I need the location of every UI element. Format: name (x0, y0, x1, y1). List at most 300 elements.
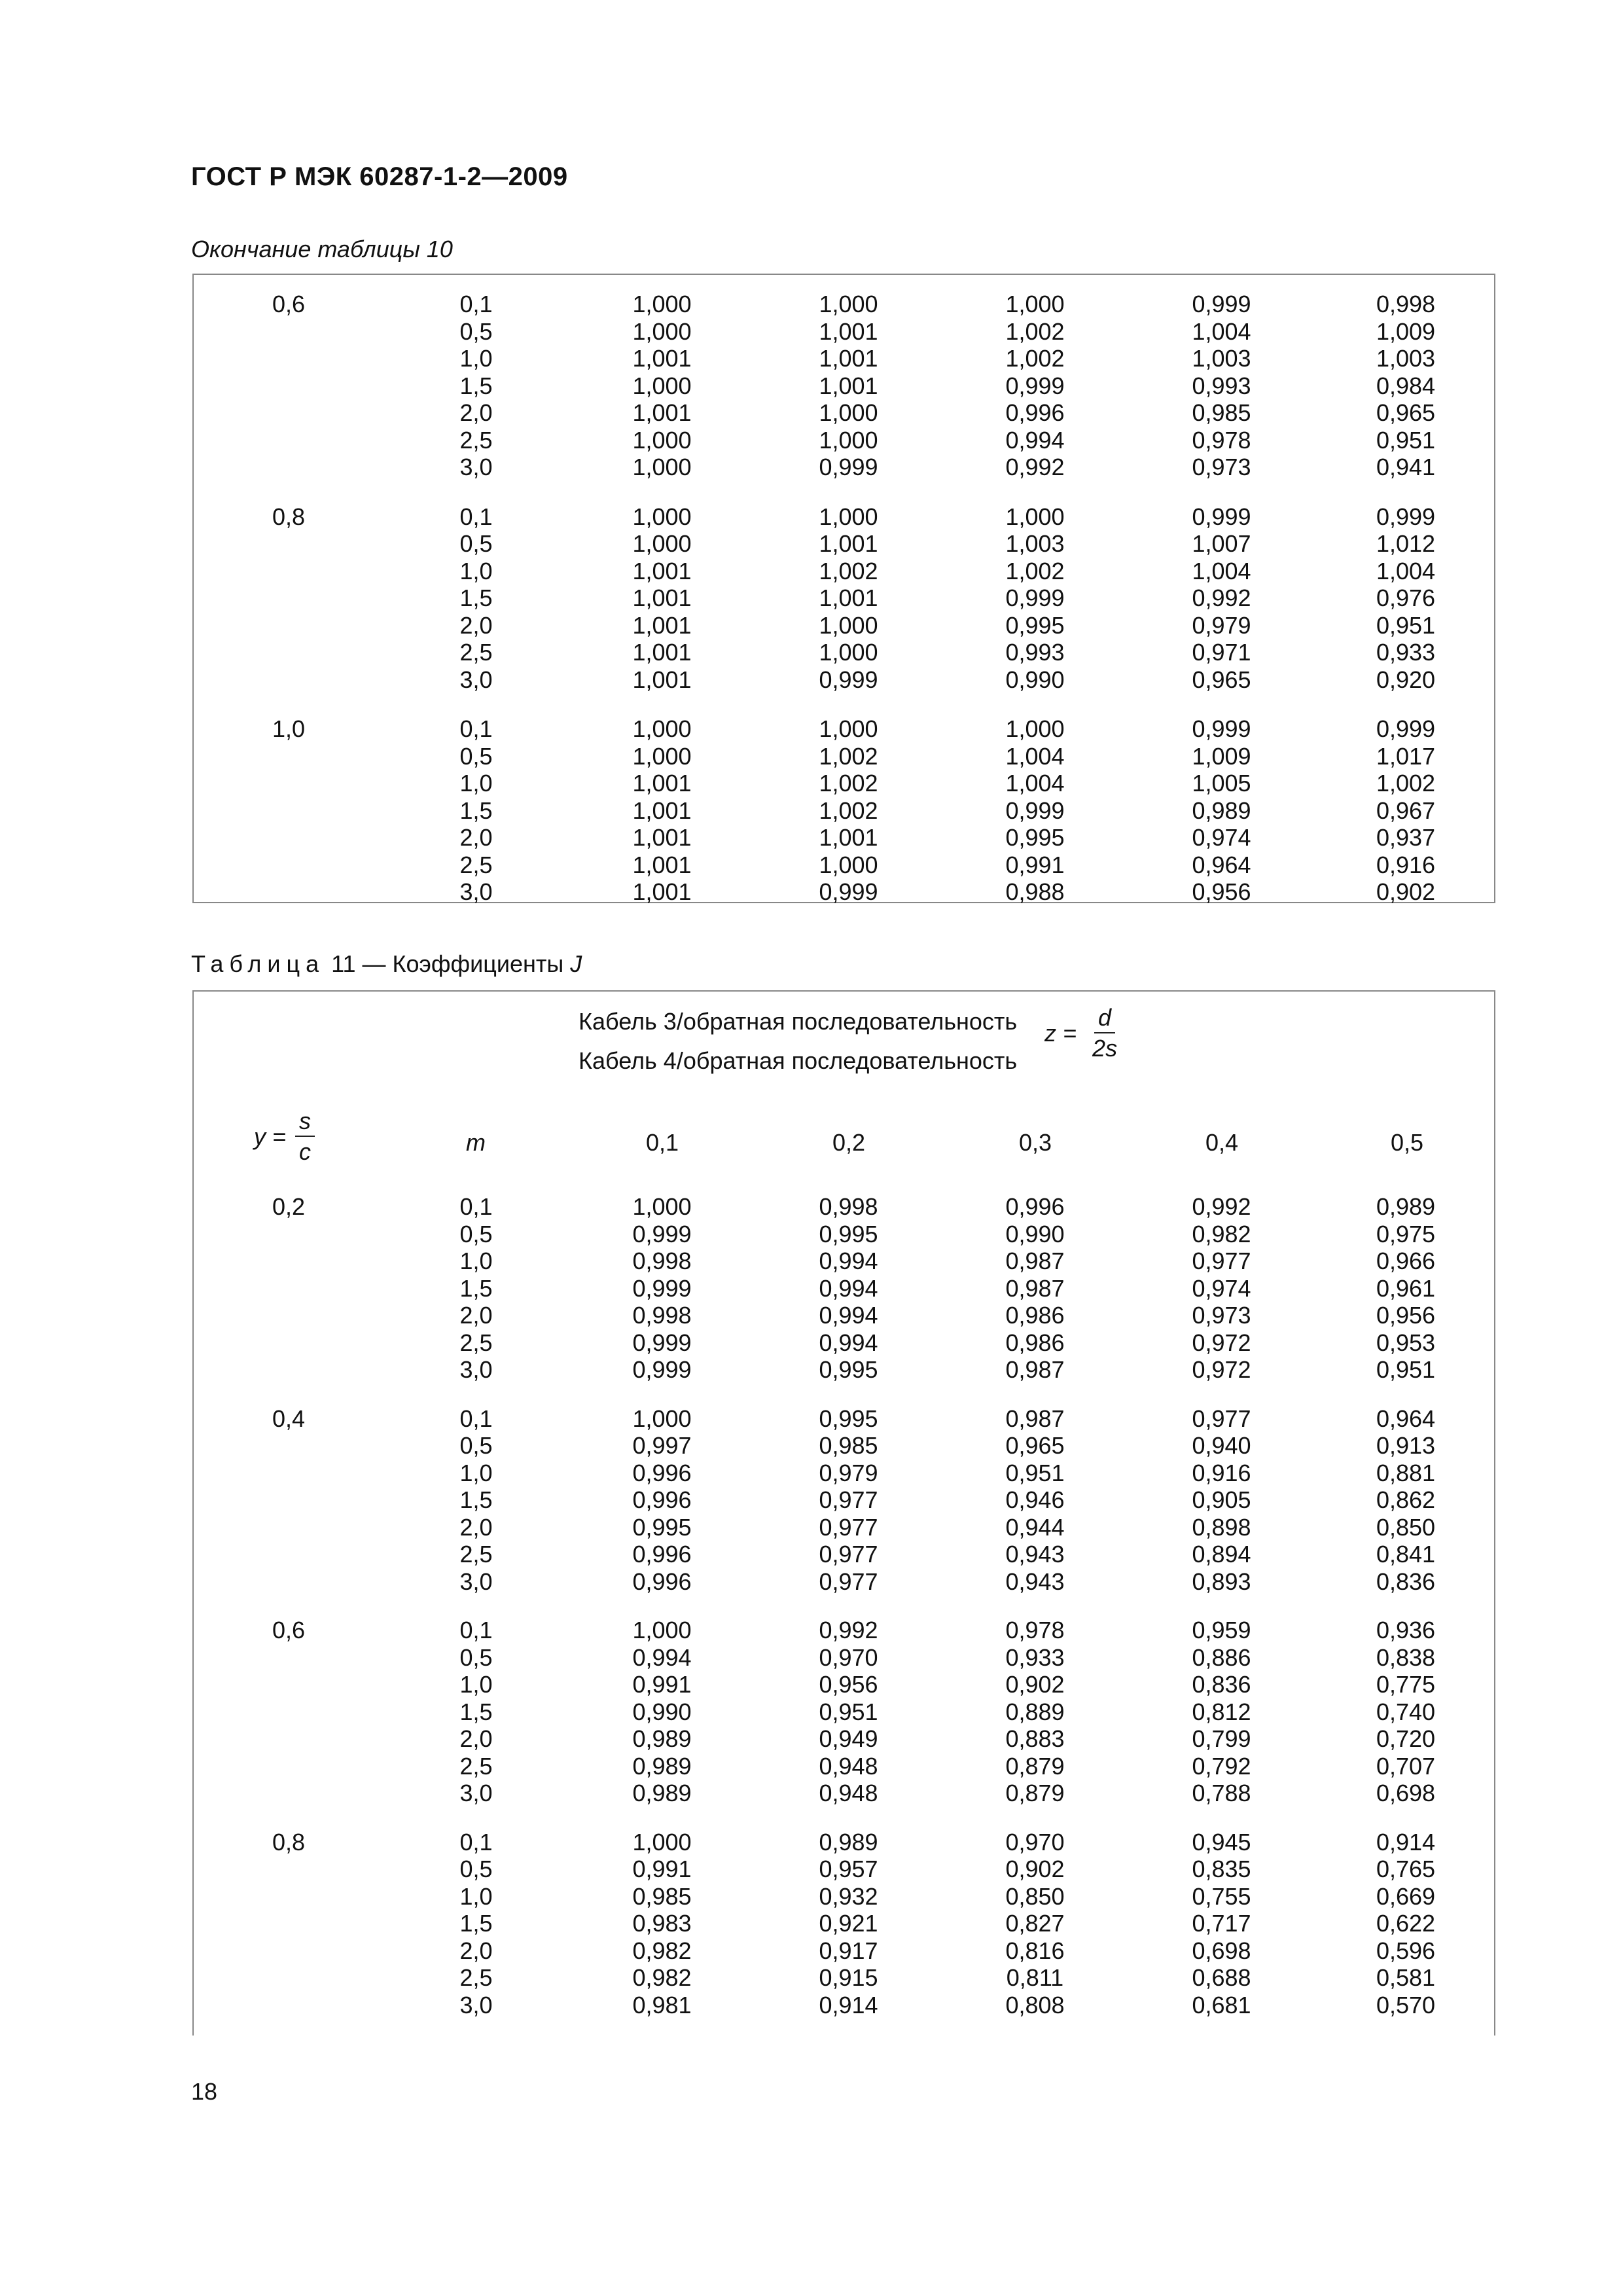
coefficient-value: 1,000 (819, 611, 878, 639)
coefficient-column-cell (1315, 1617, 1497, 1829)
coefficient-column-cell (755, 1405, 942, 1617)
m-header: m (466, 1129, 486, 1156)
coefficient-value: 0,956 (1376, 1302, 1436, 1329)
coefficient-value: 0,995 (819, 1405, 878, 1432)
coefficient-value: 1,004 (1192, 557, 1251, 584)
coefficient-value: 1,004 (1005, 742, 1065, 770)
coefficient-value: 0,841 (1376, 1541, 1436, 1568)
coefficient-column-cell (942, 1405, 1128, 1617)
coefficient-value: 0,788 (1192, 1780, 1251, 1806)
m-value: 1,5 (459, 372, 493, 399)
coefficient-value: 0,765 (1376, 1856, 1436, 1882)
m-value: 0,5 (459, 530, 493, 557)
table11-caption (191, 950, 582, 978)
coefficient-value: 1,001 (632, 770, 692, 797)
coefficient-value: 0,999 (632, 1220, 692, 1247)
coefficient-value: 0,970 (1005, 1828, 1065, 1856)
coefficient-column-cell (755, 715, 942, 928)
coefficient-value: 0,698 (1192, 1937, 1251, 1964)
coefficient-value: 0,915 (819, 1964, 878, 1991)
table11-caption-var: J (570, 950, 582, 977)
coefficient-value: 0,999 (819, 878, 878, 905)
coefficient-value: 0,971 (1192, 639, 1251, 666)
m-values-cell (383, 1193, 569, 1405)
m-value: 3,0 (459, 1356, 493, 1383)
m-value: 0,1 (459, 1828, 493, 1856)
coefficient-value: 0,990 (1005, 666, 1065, 693)
coefficient-value: 1,002 (819, 770, 878, 797)
coefficient-value: 0,998 (1376, 291, 1436, 317)
coefficient-column-cell (1315, 503, 1497, 716)
m-value: 0,1 (459, 1405, 493, 1432)
coefficient-value: 0,987 (1005, 1247, 1065, 1274)
table11-column-headers (194, 1107, 1494, 1179)
coefficient-value: 1,000 (1005, 503, 1065, 530)
coefficient-value: 0,986 (1005, 1302, 1065, 1329)
coefficient-value: 1,004 (1192, 317, 1251, 345)
coefficient-value: 0,596 (1376, 1937, 1436, 1964)
coefficient-value: 0,622 (1376, 1910, 1436, 1937)
coefficient-value: 0,940 (1192, 1432, 1251, 1459)
coefficient-column-cell (755, 1617, 942, 1829)
coefficient-value: 1,000 (632, 372, 692, 399)
coefficient-value: 0,999 (1376, 503, 1436, 530)
coefficient-value: 0,964 (1192, 851, 1251, 878)
coefficient-value: 0,898 (1192, 1513, 1251, 1541)
coefficient-value: 0,581 (1376, 1964, 1436, 1991)
coefficient-value: 1,000 (632, 715, 692, 742)
coefficient-value: 0,698 (1376, 1780, 1436, 1806)
m-value: 2,0 (459, 1937, 493, 1964)
coefficient-value: 0,902 (1005, 1671, 1065, 1698)
coefficient-value: 0,961 (1376, 1274, 1436, 1302)
coefficient-column-cell (942, 1617, 1128, 1829)
m-value: 0,1 (459, 503, 493, 530)
y-value-cell: 0,8 (272, 503, 306, 530)
table10-caption: Окончание таблицы 10 (191, 236, 453, 262)
coefficient-value: 0,937 (1376, 824, 1436, 851)
coefficient-column-cell (942, 503, 1128, 716)
coefficient-value: 0,965 (1192, 666, 1251, 693)
cable-line-2: Кабель 4/обратная последовательность (579, 1047, 1018, 1074)
y-value-cell: 0,8 (272, 1828, 306, 1856)
coefficient-value: 0,995 (1005, 611, 1065, 639)
coefficient-value: 0,905 (1192, 1486, 1251, 1513)
coefficient-value: 0,949 (819, 1725, 878, 1752)
m-value: 0,1 (459, 1193, 493, 1220)
coefficient-column-cell (1315, 1193, 1497, 1405)
m-value: 1,0 (459, 345, 493, 372)
coefficient-value: 1,001 (632, 399, 692, 426)
m-value: 2,0 (459, 1725, 493, 1752)
table-group-row (194, 1829, 1497, 2041)
coefficient-value: 0,808 (1005, 1991, 1065, 2018)
z-header-3: 0,3 (1018, 1129, 1052, 1156)
coefficient-value: 0,707 (1376, 1752, 1436, 1780)
m-value: 2,5 (459, 1329, 493, 1356)
coefficient-value: 0,838 (1376, 1643, 1436, 1671)
m-value: 2,5 (459, 1541, 493, 1568)
coefficient-column-cell (1315, 715, 1497, 928)
coefficient-value: 0,974 (1192, 1274, 1251, 1302)
coefficient-value: 1,000 (819, 426, 878, 454)
coefficient-value: 0,799 (1192, 1725, 1251, 1752)
coefficient-value: 0,995 (632, 1513, 692, 1541)
coefficient-value: 0,991 (632, 1856, 692, 1882)
m-value: 0,5 (459, 742, 493, 770)
coefficient-value: 1,001 (632, 611, 692, 639)
z-formula (1044, 1003, 1121, 1064)
coefficient-value: 0,996 (1005, 1193, 1065, 1220)
coefficient-value: 0,916 (1192, 1459, 1251, 1486)
coefficient-value: 0,995 (819, 1356, 878, 1383)
coefficient-value: 1,000 (819, 399, 878, 426)
coefficient-value: 0,932 (819, 1882, 878, 1910)
coefficient-value: 1,000 (632, 454, 692, 480)
coefficient-value: 1,001 (632, 639, 692, 666)
coefficient-value: 1,002 (1005, 317, 1065, 345)
coefficient-value: 0,951 (819, 1698, 878, 1725)
coefficient-column-cell (1128, 715, 1315, 928)
y-value-cell: 0,6 (272, 291, 306, 317)
coefficient-value: 0,977 (819, 1513, 878, 1541)
coefficient-value: 0,755 (1192, 1882, 1251, 1910)
coefficient-value: 0,992 (819, 1617, 878, 1643)
coefficient-value: 0,669 (1376, 1882, 1436, 1910)
coefficient-value: 0,999 (1376, 715, 1436, 742)
coefficient-value: 1,000 (632, 530, 692, 557)
y-formula (254, 1107, 315, 1167)
coefficient-column-cell (942, 715, 1128, 928)
coefficient-value: 0,994 (819, 1274, 878, 1302)
coefficient-value: 0,951 (1376, 1356, 1436, 1383)
coefficient-value: 0,720 (1376, 1725, 1436, 1752)
coefficient-value: 0,953 (1376, 1329, 1436, 1356)
coefficient-value: 1,003 (1192, 345, 1251, 372)
z-header-1: 0,1 (645, 1129, 679, 1156)
coefficient-value: 0,951 (1376, 426, 1436, 454)
coefficient-value: 0,982 (1192, 1220, 1251, 1247)
coefficient-value: 0,994 (819, 1329, 878, 1356)
coefficient-value: 0,944 (1005, 1513, 1065, 1541)
coefficient-value: 1,000 (632, 1617, 692, 1643)
coefficient-value: 1,001 (632, 824, 692, 851)
coefficient-value: 0,972 (1192, 1356, 1251, 1383)
coefficient-value: 0,977 (819, 1568, 878, 1595)
coefficient-value: 1,000 (632, 426, 692, 454)
coefficient-column-cell (1128, 291, 1315, 503)
coefficient-column-cell (569, 715, 755, 928)
coefficient-value: 0,973 (1192, 454, 1251, 480)
coefficient-value: 1,002 (819, 557, 878, 584)
coefficient-column-cell (569, 291, 755, 503)
m-values-cell (383, 1617, 569, 1829)
coefficient-value: 0,985 (1192, 399, 1251, 426)
table-group-row (194, 291, 1497, 503)
m-value: 3,0 (459, 454, 493, 480)
coefficient-value: 0,850 (1376, 1513, 1436, 1541)
coefficient-value: 0,997 (632, 1432, 692, 1459)
coefficient-value: 1,009 (1192, 742, 1251, 770)
y-value-cell: 0,6 (272, 1617, 306, 1643)
coefficient-value: 0,993 (1005, 639, 1065, 666)
coefficient-value: 0,998 (632, 1302, 692, 1329)
coefficient-value: 0,917 (819, 1937, 878, 1964)
coefficient-value: 1,000 (632, 503, 692, 530)
coefficient-value: 0,998 (632, 1247, 692, 1274)
z-numerator: d (1094, 1003, 1115, 1033)
coefficient-value: 0,920 (1376, 666, 1436, 693)
coefficient-value: 1,007 (1192, 530, 1251, 557)
coefficient-value: 0,978 (1005, 1617, 1065, 1643)
coefficient-value: 0,886 (1192, 1643, 1251, 1671)
y-denominator: c (299, 1138, 312, 1165)
coefficient-value: 0,976 (1376, 584, 1436, 611)
m-value: 0,5 (459, 1432, 493, 1459)
coefficient-value: 0,996 (632, 1541, 692, 1568)
y-value-cell: 0,2 (272, 1193, 306, 1220)
m-value: 0,5 (459, 1856, 493, 1882)
coefficient-column-cell (1128, 1193, 1315, 1405)
coefficient-value: 0,964 (1376, 1405, 1436, 1432)
coefficient-column-cell (942, 291, 1128, 503)
document-title: ГОСТ Р МЭК 60287-1-2—2009 (191, 162, 568, 191)
coefficient-value: 0,792 (1192, 1752, 1251, 1780)
coefficient-value: 0,978 (1192, 426, 1251, 454)
coefficient-value: 0,816 (1005, 1937, 1065, 1964)
m-value: 2,5 (459, 1752, 493, 1780)
m-value: 1,5 (459, 1274, 493, 1302)
coefficient-value: 0,977 (819, 1486, 878, 1513)
m-value: 3,0 (459, 1568, 493, 1595)
coefficient-value: 0,916 (1376, 851, 1436, 878)
coefficient-value: 1,000 (819, 503, 878, 530)
coefficient-value: 0,988 (1005, 878, 1065, 905)
coefficient-value: 0,996 (632, 1459, 692, 1486)
coefficient-value: 1,000 (819, 639, 878, 666)
coefficient-value: 1,001 (819, 345, 878, 372)
m-value: 1,0 (459, 770, 493, 797)
coefficient-column-cell (1128, 503, 1315, 716)
coefficient-column-cell (569, 503, 755, 716)
coefficient-value: 0,998 (819, 1193, 878, 1220)
coefficient-value: 0,812 (1192, 1698, 1251, 1725)
coefficient-value: 1,004 (1376, 557, 1436, 584)
coefficient-value: 0,985 (632, 1882, 692, 1910)
coefficient-value: 1,012 (1376, 530, 1436, 557)
coefficient-value: 0,879 (1005, 1752, 1065, 1780)
coefficient-value: 0,991 (632, 1671, 692, 1698)
m-value: 0,5 (459, 1643, 493, 1671)
coefficient-column-cell (1128, 1405, 1315, 1617)
coefficient-value: 0,993 (1192, 372, 1251, 399)
coefficient-value: 1,002 (1005, 345, 1065, 372)
coefficient-value: 0,999 (1005, 372, 1065, 399)
coefficient-value: 1,000 (632, 291, 692, 317)
coefficient-column-cell (569, 1617, 755, 1829)
coefficient-value: 0,999 (819, 454, 878, 480)
coefficient-value: 0,977 (1192, 1247, 1251, 1274)
coefficient-value: 0,883 (1005, 1725, 1065, 1752)
coefficient-value: 0,989 (632, 1780, 692, 1806)
coefficient-value: 0,982 (632, 1964, 692, 1991)
coefficient-value: 0,983 (632, 1910, 692, 1937)
coefficient-value: 0,570 (1376, 1991, 1436, 2018)
coefficient-value: 1,002 (819, 797, 878, 824)
coefficient-value: 1,001 (632, 851, 692, 878)
y-fraction (295, 1107, 315, 1167)
coefficient-value: 1,001 (819, 372, 878, 399)
cable-description (579, 1002, 1017, 1081)
coefficient-column-cell (1315, 291, 1497, 503)
coefficient-value: 1,000 (819, 291, 878, 317)
y-numerator: s (295, 1107, 315, 1137)
coefficient-column-cell (1315, 1829, 1497, 2041)
m-value: 1,5 (459, 797, 493, 824)
m-value: 2,0 (459, 1513, 493, 1541)
table-group-row (194, 1617, 1497, 1829)
coefficient-value: 1,001 (819, 584, 878, 611)
coefficient-value: 0,989 (819, 1828, 878, 1856)
table11-caption-text: 11 — Коэффициенты (325, 950, 571, 977)
m-value: 3,0 (459, 1991, 493, 2018)
cable-line-1: Кабель 3/обратная последовательность (579, 1008, 1018, 1035)
coefficient-value: 0,921 (819, 1910, 878, 1937)
coefficient-value: 0,827 (1005, 1910, 1065, 1937)
coefficient-value: 1,017 (1376, 742, 1436, 770)
coefficient-value: 0,836 (1192, 1671, 1251, 1698)
coefficient-value: 0,974 (1192, 824, 1251, 851)
coefficient-value: 0,902 (1005, 1856, 1065, 1882)
coefficient-value: 0,990 (1005, 1220, 1065, 1247)
m-value: 1,5 (459, 1698, 493, 1725)
coefficient-value: 1,003 (1376, 345, 1436, 372)
coefficient-value: 1,003 (1005, 530, 1065, 557)
coefficient-value: 0,740 (1376, 1698, 1436, 1725)
coefficient-column-cell (942, 1193, 1128, 1405)
coefficient-value: 0,948 (819, 1780, 878, 1806)
coefficient-value: 0,914 (1376, 1828, 1436, 1856)
coefficient-value: 0,987 (1005, 1405, 1065, 1432)
coefficient-value: 0,989 (1192, 797, 1251, 824)
coefficient-value: 0,936 (1376, 1617, 1436, 1643)
coefficient-value: 0,889 (1005, 1698, 1065, 1725)
m-values-cell (383, 1829, 569, 2041)
coefficient-value: 0,979 (819, 1459, 878, 1486)
coefficient-value: 0,975 (1376, 1220, 1436, 1247)
coefficient-value: 0,996 (632, 1486, 692, 1513)
page-number: 18 (191, 2078, 218, 2105)
m-value: 1,0 (459, 1671, 493, 1698)
coefficient-value: 1,000 (632, 1193, 692, 1220)
coefficient-value: 0,948 (819, 1752, 878, 1780)
coefficient-value: 0,902 (1376, 878, 1436, 905)
m-values-cell (383, 503, 569, 716)
z-fraction (1088, 1003, 1121, 1064)
coefficient-value: 1,005 (1192, 770, 1251, 797)
coefficient-value: 0,879 (1005, 1780, 1065, 1806)
coefficient-value: 0,989 (1376, 1193, 1436, 1220)
y-value-cell: 1,0 (272, 715, 306, 742)
coefficient-value: 1,000 (632, 742, 692, 770)
coefficient-column-cell (755, 503, 942, 716)
coefficient-value: 0,945 (1192, 1828, 1251, 1856)
y-formula-label: y = (254, 1123, 287, 1150)
m-value: 2,5 (459, 639, 493, 666)
coefficient-value: 0,985 (819, 1432, 878, 1459)
coefficient-value: 0,989 (632, 1752, 692, 1780)
m-values-cell (383, 291, 569, 503)
table-group-row (194, 503, 1497, 716)
coefficient-value: 0,977 (1192, 1405, 1251, 1432)
coefficient-value: 1,002 (819, 742, 878, 770)
m-value: 3,0 (459, 1780, 493, 1806)
coefficient-value: 0,996 (632, 1568, 692, 1595)
coefficient-value: 0,994 (1005, 426, 1065, 454)
coefficient-column-cell (755, 1829, 942, 2041)
coefficient-value: 0,992 (1192, 584, 1251, 611)
coefficient-value: 1,001 (632, 666, 692, 693)
coefficient-value: 1,001 (819, 824, 878, 851)
coefficient-value: 0,999 (1192, 291, 1251, 317)
coefficient-value: 0,956 (819, 1671, 878, 1698)
coefficient-value: 0,967 (1376, 797, 1436, 824)
coefficient-value: 0,999 (1192, 715, 1251, 742)
coefficient-value: 0,979 (1192, 611, 1251, 639)
coefficient-value: 0,989 (632, 1725, 692, 1752)
coefficient-column-cell (569, 1829, 755, 2041)
m-value: 2,0 (459, 399, 493, 426)
coefficient-value: 0,999 (819, 666, 878, 693)
m-value: 2,5 (459, 1964, 493, 1991)
coefficient-value: 0,972 (1192, 1329, 1251, 1356)
coefficient-value: 0,990 (632, 1698, 692, 1725)
coefficient-value: 0,987 (1005, 1356, 1065, 1383)
coefficient-value: 1,001 (632, 557, 692, 584)
coefficient-value: 0,933 (1005, 1643, 1065, 1671)
coefficient-value: 0,999 (632, 1274, 692, 1302)
table11 (192, 990, 1495, 2036)
z-header-5: 0,5 (1390, 1129, 1424, 1156)
coefficient-value: 1,000 (819, 851, 878, 878)
coefficient-column-cell (569, 1405, 755, 1617)
coefficient-value: 0,999 (632, 1356, 692, 1383)
m-value: 1,5 (459, 1910, 493, 1937)
coefficient-value: 0,966 (1376, 1247, 1436, 1274)
m-value: 1,5 (459, 584, 493, 611)
coefficient-value: 0,991 (1005, 851, 1065, 878)
y-value-cell: 0,4 (272, 1405, 306, 1432)
coefficient-value: 0,956 (1192, 878, 1251, 905)
table-group-row (194, 1193, 1497, 1405)
coefficient-value: 1,000 (1005, 715, 1065, 742)
m-value: 3,0 (459, 878, 493, 905)
coefficient-value: 0,893 (1192, 1568, 1251, 1595)
coefficient-value: 0,951 (1005, 1459, 1065, 1486)
table11-header (194, 992, 1494, 1175)
coefficient-column-cell (1128, 1617, 1315, 1829)
coefficient-value: 0,973 (1192, 1302, 1251, 1329)
coefficient-value: 0,946 (1005, 1486, 1065, 1513)
table-group-row (194, 1405, 1497, 1617)
coefficient-value: 0,995 (819, 1220, 878, 1247)
coefficient-value: 1,000 (632, 317, 692, 345)
table-group-row (194, 715, 1497, 928)
m-values-cell (383, 715, 569, 928)
coefficient-value: 0,982 (632, 1937, 692, 1964)
coefficient-value: 0,894 (1192, 1541, 1251, 1568)
m-value: 2,5 (459, 851, 493, 878)
